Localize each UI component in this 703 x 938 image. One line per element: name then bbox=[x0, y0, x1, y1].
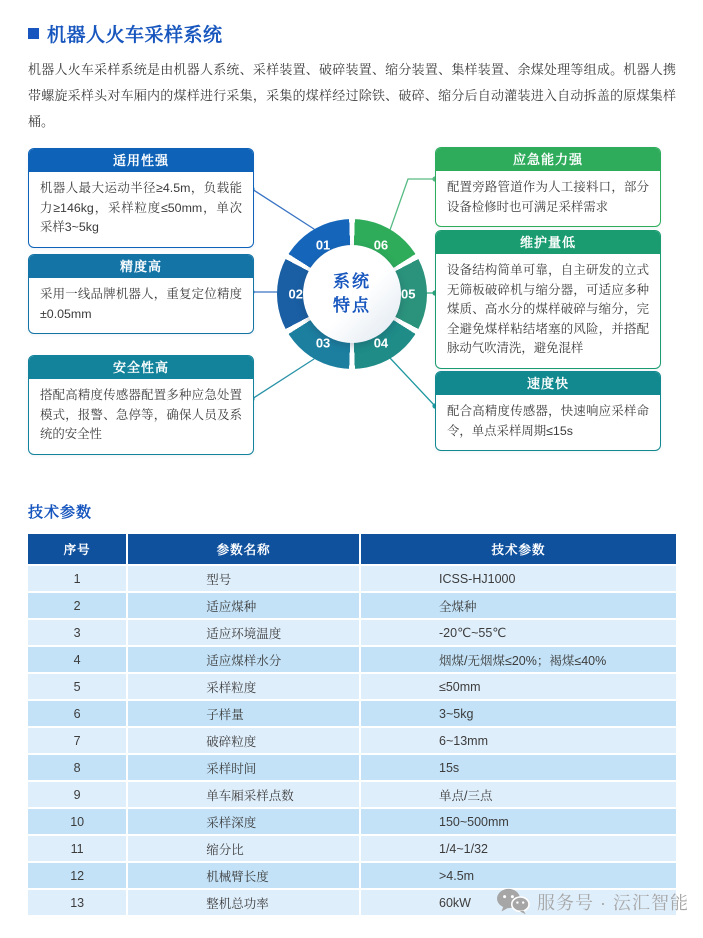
table-cell: 6 bbox=[28, 701, 126, 726]
params-table bbox=[26, 532, 678, 917]
table-row bbox=[28, 701, 676, 726]
table-cell: >4.5m bbox=[361, 863, 676, 888]
segment-label-05: 05 bbox=[401, 286, 416, 302]
table-cell: 适应环境温度 bbox=[128, 620, 359, 645]
table-row bbox=[28, 836, 676, 861]
table-cell: 10 bbox=[28, 809, 126, 834]
watermark bbox=[496, 888, 689, 915]
feature-title: 精度高 bbox=[29, 255, 253, 278]
feature-box-applicability bbox=[28, 148, 254, 248]
params-section-title: 技术参数 bbox=[28, 504, 93, 521]
table-cell: 机械臂长度 bbox=[128, 863, 359, 888]
table-row bbox=[28, 755, 676, 780]
table-cell: 8 bbox=[28, 755, 126, 780]
table-cell: 适应煤样水分 bbox=[128, 647, 359, 672]
table-row bbox=[28, 782, 676, 807]
table-row bbox=[28, 863, 676, 888]
table-cell: 型号 bbox=[128, 566, 359, 591]
page-title: 机器人火车采样系统 bbox=[47, 25, 223, 46]
table-cell: 3 bbox=[28, 620, 126, 645]
feature-body: 配合高精度传感器，快速响应采样命令，单点采样周期≤15s bbox=[447, 404, 649, 438]
table-cell: 1/4~1/32 bbox=[361, 836, 676, 861]
table-cell: ≤50mm bbox=[361, 674, 676, 699]
table-row bbox=[28, 566, 676, 591]
feature-body: 设备结构简单可靠，自主研发的立式无筛板破碎机与缩分器，可适应多种煤质、高水分的煤样破碎与缩分，完全避免煤样粘结堵塞的风险，并搭配脉动气吹清洗，避免混样 bbox=[447, 263, 649, 355]
segment-label-02: 02 bbox=[288, 286, 303, 302]
segment-label-03: 03 bbox=[315, 335, 331, 351]
table-cell: 全煤种 bbox=[361, 593, 676, 618]
table-cell: 破碎粒度 bbox=[128, 728, 359, 753]
feature-box-maintenance bbox=[435, 230, 661, 369]
donut-center-label: 特点 bbox=[333, 296, 371, 315]
feature-box-emergency bbox=[435, 147, 661, 227]
intro-paragraph: 机器人火车采样系统是由机器人系统、采样装置、破碎装置、缩分装置、集样装置、余煤处理等组成。机器人携带螺旋采样头对车厢内的煤样进行采集，采集的煤样经过除铁、破碎、缩分后自动灌装进入自动拆盖的原煤集样桶。 bbox=[28, 62, 676, 129]
table-cell: 7 bbox=[28, 728, 126, 753]
feature-title: 应急能力强 bbox=[436, 148, 660, 171]
feature-body: 配置旁路管道作为人工接料口，部分设备检修时也可满足采样需求 bbox=[447, 180, 649, 214]
table-cell: 采样时间 bbox=[128, 755, 359, 780]
table-cell: 烟煤/无烟煤≤20%；褐煤≤40% bbox=[361, 647, 676, 672]
table-cell: 采样粒度 bbox=[128, 674, 359, 699]
table-cell: 3~5kg bbox=[361, 701, 676, 726]
system-features-diagram bbox=[0, 141, 703, 471]
donut-center-label: 系统 bbox=[333, 272, 371, 291]
segment-label-04: 04 bbox=[373, 335, 389, 351]
title-bullet-icon bbox=[28, 28, 39, 39]
table-row bbox=[28, 620, 676, 645]
table-cell: 11 bbox=[28, 836, 126, 861]
table-cell: 9 bbox=[28, 782, 126, 807]
feature-title: 安全性高 bbox=[29, 356, 253, 379]
table-cell: 6~13mm bbox=[361, 728, 676, 753]
table-row bbox=[28, 593, 676, 618]
table-cell: 采样深度 bbox=[128, 809, 359, 834]
doc-header bbox=[0, 0, 703, 47]
table-cell: ICSS-HJ1000 bbox=[361, 566, 676, 591]
donut-center bbox=[303, 245, 401, 343]
watermark-text: 服务号 · 沄汇智能 bbox=[537, 892, 689, 913]
feature-body: 搭配高精度传感器配置多种应急处置模式，报警、急停等，确保人员及系统的安全性 bbox=[40, 388, 242, 441]
table-cell: 13 bbox=[28, 890, 126, 915]
params-table-body bbox=[28, 566, 676, 915]
feature-box-safety bbox=[28, 355, 254, 455]
table-cell: 单点/三点 bbox=[361, 782, 676, 807]
feature-box-precision bbox=[28, 254, 254, 334]
feature-box-speed bbox=[435, 371, 661, 451]
feature-title: 速度快 bbox=[436, 372, 660, 395]
table-cell: 子样量 bbox=[128, 701, 359, 726]
feature-body: 机器人最大运动半径≥4.5m，负载能力≥146kg，采样粒度≤50mm，单次采样3~5kg bbox=[40, 181, 242, 234]
table-cell: 整机总功率 bbox=[128, 890, 359, 915]
table-cell: 缩分比 bbox=[128, 836, 359, 861]
table-row bbox=[28, 809, 676, 834]
feature-title: 适用性强 bbox=[29, 149, 253, 172]
table-cell: 单车厢采样点数 bbox=[128, 782, 359, 807]
segment-label-06: 06 bbox=[373, 237, 389, 253]
table-cell: 5 bbox=[28, 674, 126, 699]
table-cell: 60kW bbox=[361, 890, 676, 915]
table-cell: 适应煤种 bbox=[128, 593, 359, 618]
table-row bbox=[28, 647, 676, 672]
table-cell: -20℃~55℃ bbox=[361, 620, 676, 645]
table-cell: 12 bbox=[28, 863, 126, 888]
wechat-icon bbox=[496, 888, 530, 915]
feature-title: 维护量低 bbox=[436, 231, 660, 254]
features-donut bbox=[277, 219, 427, 369]
feature-body: 采用一线品牌机器人，重复定位精度±0.05mm bbox=[40, 287, 242, 321]
table-cell: 4 bbox=[28, 647, 126, 672]
table-cell: 2 bbox=[28, 593, 126, 618]
table-cell: 15s bbox=[361, 755, 676, 780]
table-header-row bbox=[28, 534, 676, 564]
table-row bbox=[28, 728, 676, 753]
segment-label-01: 01 bbox=[315, 237, 331, 253]
header-cell-index: 序号 bbox=[28, 534, 126, 564]
header-cell-name: 参数名称 bbox=[128, 534, 359, 564]
table-cell: 1 bbox=[28, 566, 126, 591]
table-cell: 150~500mm bbox=[361, 809, 676, 834]
table-row bbox=[28, 674, 676, 699]
header-cell-value: 技术参数 bbox=[361, 534, 676, 564]
